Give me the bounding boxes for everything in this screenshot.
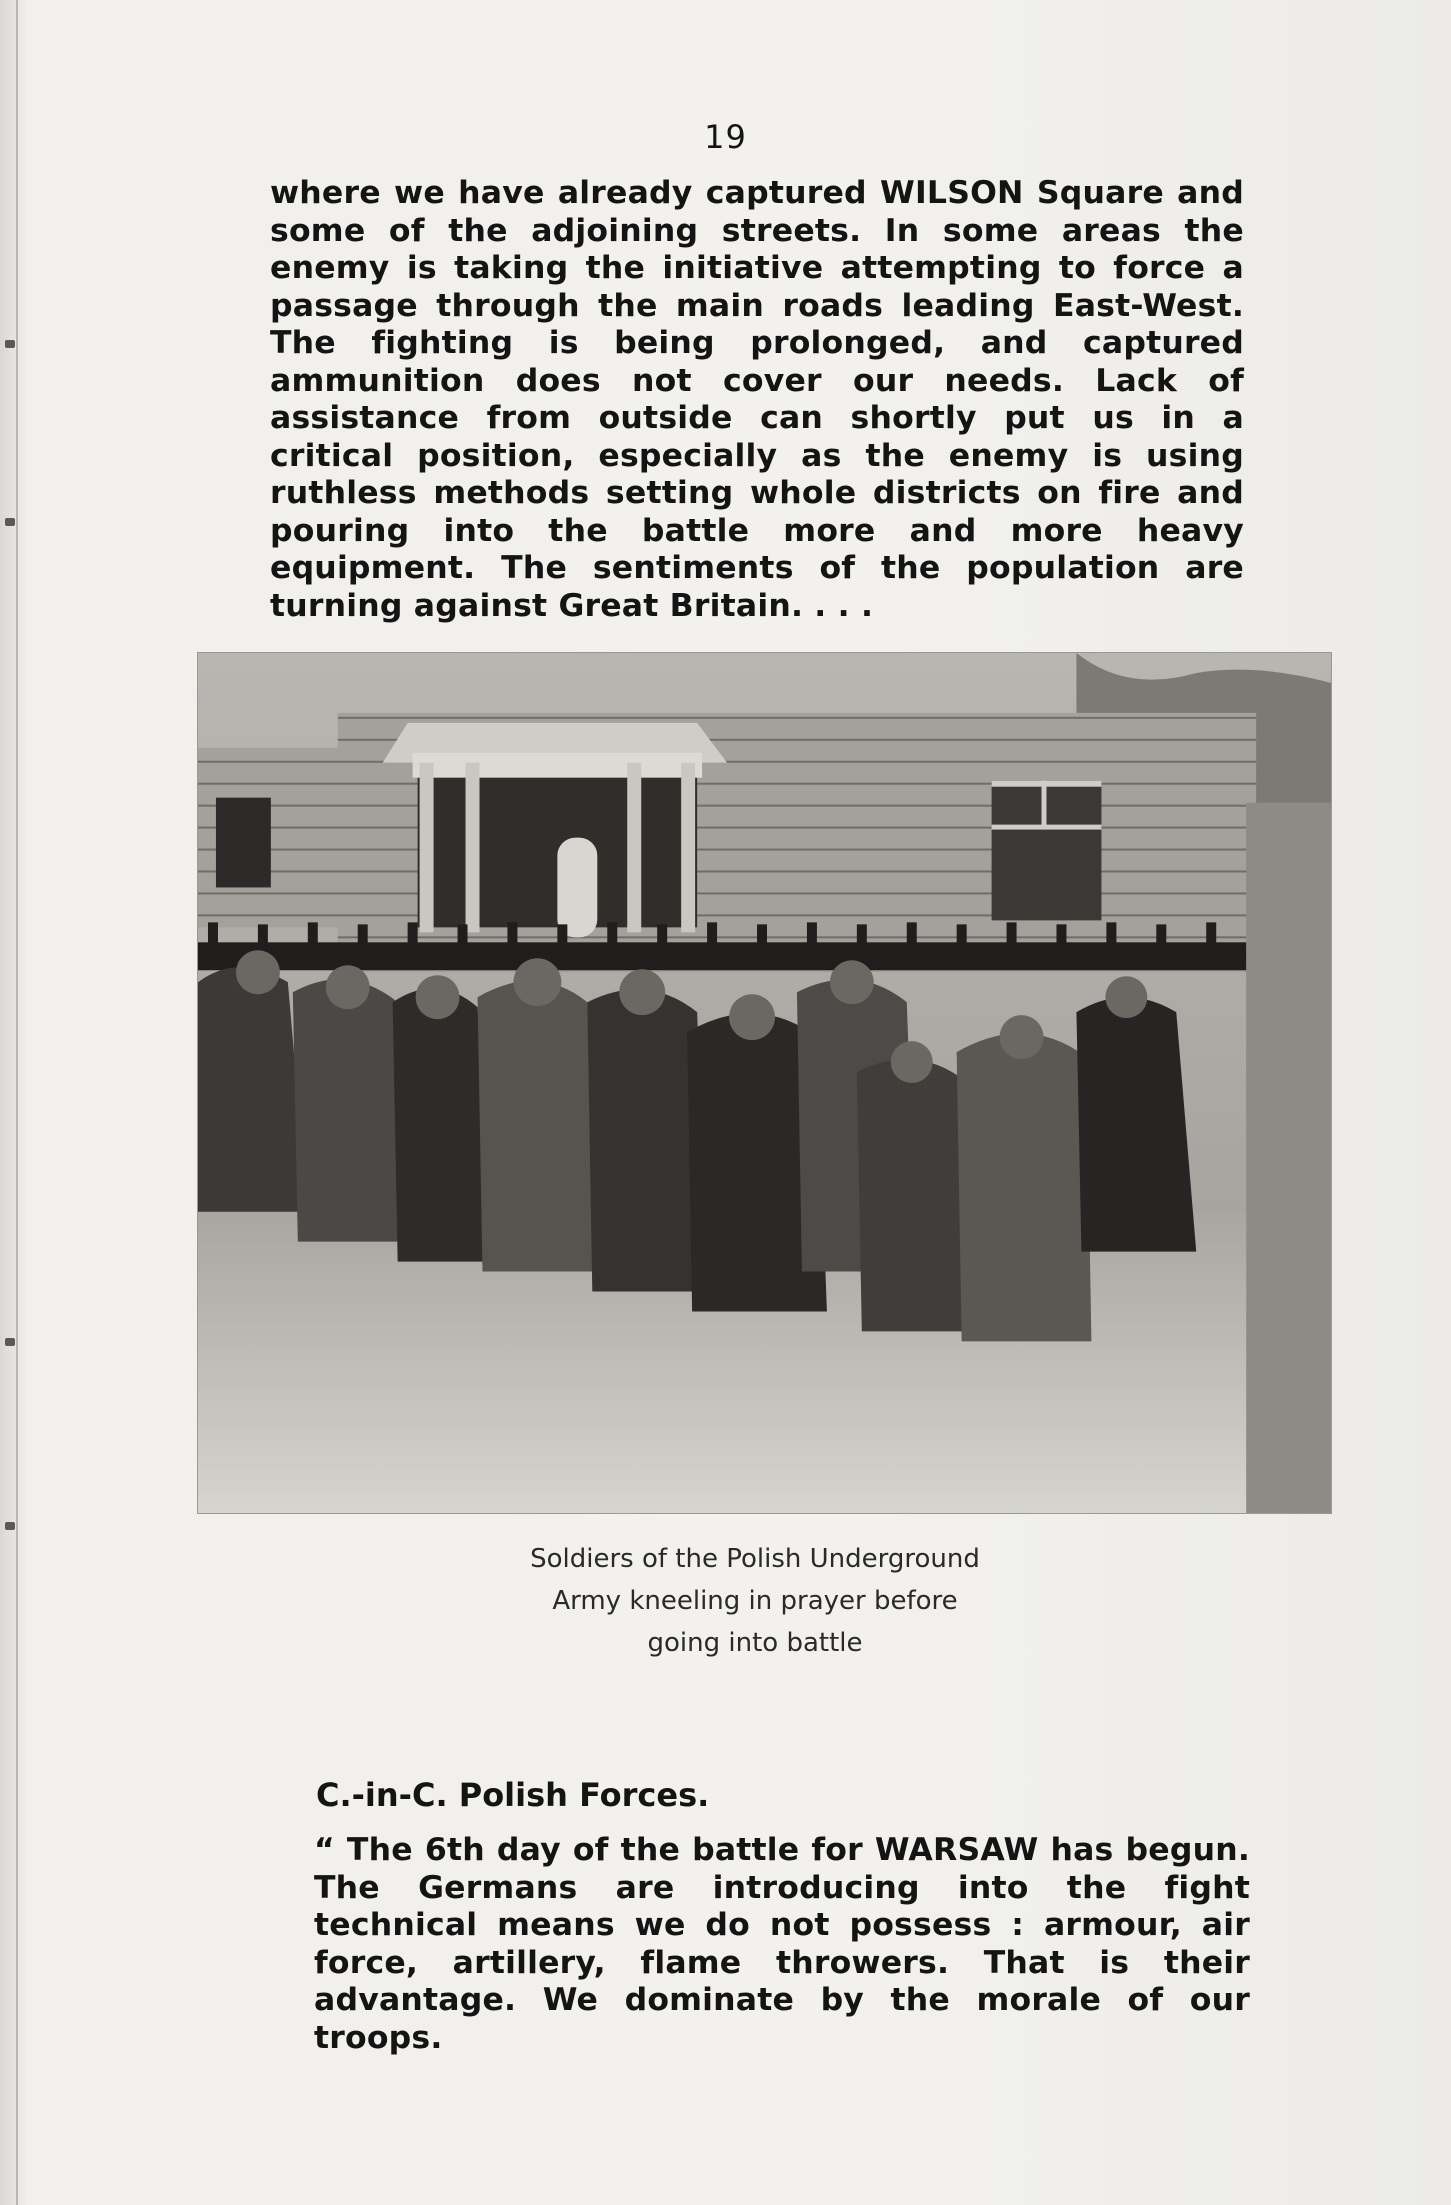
staple-mark <box>5 1338 15 1346</box>
photograph-soldiers-kneeling <box>197 652 1332 1514</box>
body-paragraph-bottom: “ The 6th day of the battle for WARSAW has begun. The Germans are introducing into the fight technical means we do not possess : armour, air force, artillery, flame throwers. That is their advantage. We dominate by the morale of our troops. <box>314 1832 1250 2056</box>
staple-mark <box>5 1522 15 1530</box>
staple-mark <box>5 518 15 526</box>
staple-mark <box>5 340 15 348</box>
binding-edge <box>16 0 18 2205</box>
caption-line: Army kneeling in prayer before <box>552 1586 958 1616</box>
caption-line: going into battle <box>647 1628 863 1658</box>
section-heading: C.-in-C. Polish Forces. <box>316 1776 710 1814</box>
photo-caption <box>470 1538 1040 1664</box>
page-number: 19 <box>704 118 747 156</box>
caption-line: Soldiers of the Polish Underground <box>530 1544 980 1574</box>
body-paragraph-top: where we have already captured WILSON Square and some of the adjoining streets. In some areas the enemy is taking the initiative attempting to force a passage through the main roads leading East-West. The fighting is being prolonged, and captured ammunition does not cover our needs. Lack of assistance from outside can shortly put us in a critical position, especially as the enemy is using ruthless methods setting whole districts on fire and pouring into the battle more and more heavy equipment. The sentiments of the population are turning against Great Britain. . . . <box>270 175 1244 624</box>
